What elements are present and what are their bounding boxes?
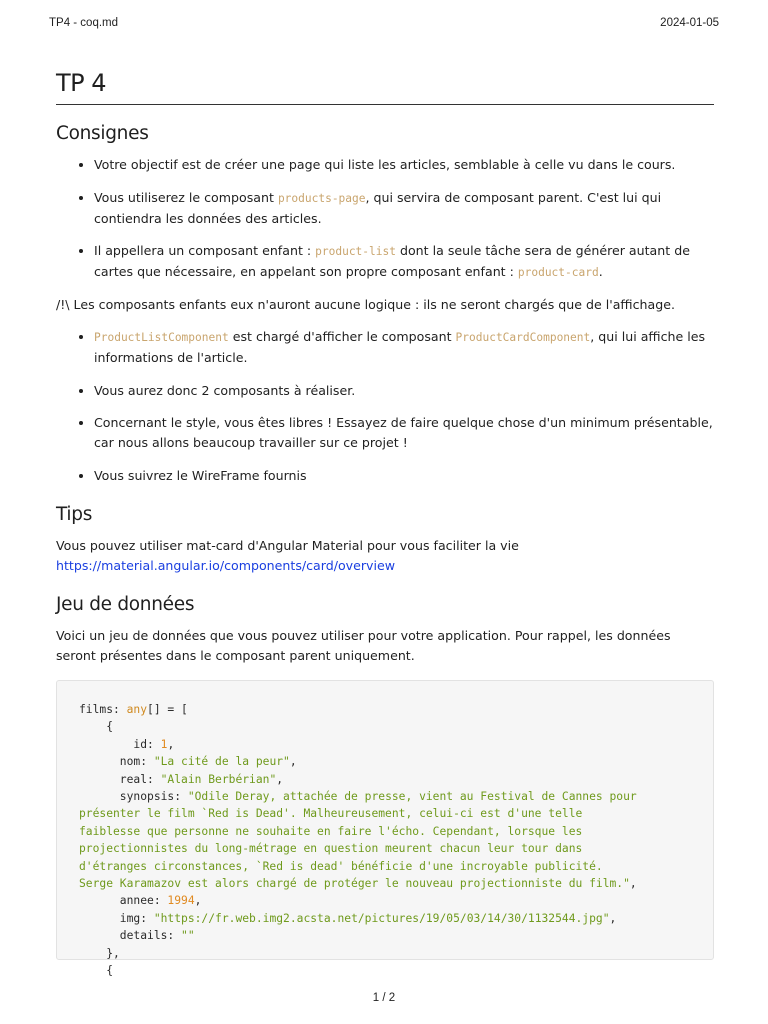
- page-number: 1 / 2: [372, 992, 396, 1004]
- document-filename: TP4 - coq.md: [49, 17, 119, 29]
- code-content: films: any[] = [ { id: 1, nom: "La cité de la peur", real: "Alain Berbérian", synopsis: "Odile Deray, attachée de presse, vient au Festival de Cannes pour présenter le film `Red is Dead'. Malheureusement, celui-ci est d'une telle faiblesse que personne ne souhaite en faire l'écho. Cependant, lorsque les projectionnistes du long-métrage en question meurent chacun leur tour dans d'étranges circonstances, `Red is dead' bénéficie d'une incroyable publicité. Serge Karamazov est alors chargé de protéger le nouveau projectionniste du film.", annee: 1994, img: "https://fr.web.img2.acsta.net/pictures/19/05/03/14/30/1132544.jpg", details: "" }, {: [79, 702, 637, 978]
- section-heading-tips: Tips: [56, 503, 93, 525]
- material-card-link[interactable]: https://material.angular.io/components/card/overview: [56, 557, 396, 573]
- inline-code: products-page: [277, 191, 366, 205]
- section-heading-consignes: Consignes: [56, 123, 149, 144]
- print-header: [49, 17, 719, 31]
- print-date: 2024-01-05: [660, 17, 719, 29]
- list-item: • Votre objectif est de créer une page qui liste les articles, semblable à celle vu dans le cours.: [94, 155, 714, 175]
- dataset-paragraph: Voici un jeu de données que vous pouvez utiliser pour votre application. Pour rappel, les données seront présentes dans le composant parent uniquement.: [56, 627, 671, 663]
- section-heading-dataset: Jeu de données: [56, 593, 195, 615]
- list-item: • Vous aurez donc 2 composants à réaliser.: [94, 381, 714, 401]
- inline-code: ProductCardComponent: [455, 331, 591, 345]
- tips-paragraph: Vous pouvez utiliser mat-card d'Angular Material pour vous faciliter la vie https://material.angular.io/components/card/overview: [56, 537, 519, 573]
- code-block: [56, 680, 714, 978]
- inline-code: product-card: [517, 266, 599, 280]
- list-item: • Concernant le style, vous êtes libres ! Essayez de faire quelque chose d'un minimum présentable, car nous allons beaucoup travailler sur ce projet !: [94, 413, 714, 453]
- list-item: • Vous utiliserez le composant products-page, qui servira de composant parent. C'est lui qui contiendra les données des articles.: [94, 188, 714, 229]
- page-title: TP 4: [56, 66, 714, 105]
- warning-note: /!\ Les composants enfants eux n'auront aucune logique : ils ne seront chargés que de l'affichage.: [56, 297, 675, 313]
- list-item: • Vous suivrez le WireFrame fournis: [94, 466, 714, 486]
- document-body: [56, 66, 714, 978]
- list-item: • ProductListComponent est chargé d'afficher le composant ProductCardComponent, qui lui affiche les informations de l'article.: [94, 327, 714, 368]
- consignes-list-2: [56, 327, 714, 486]
- inline-code: ProductListComponent: [94, 331, 229, 345]
- list-item: • Il appellera un composant enfant : product-list dont la seule tâche sera de générer autant de cartes que nécessaire, en appelant son propre composant enfant : product-card.: [94, 241, 714, 283]
- consignes-list: [56, 155, 714, 283]
- inline-code: product-list: [315, 245, 396, 259]
